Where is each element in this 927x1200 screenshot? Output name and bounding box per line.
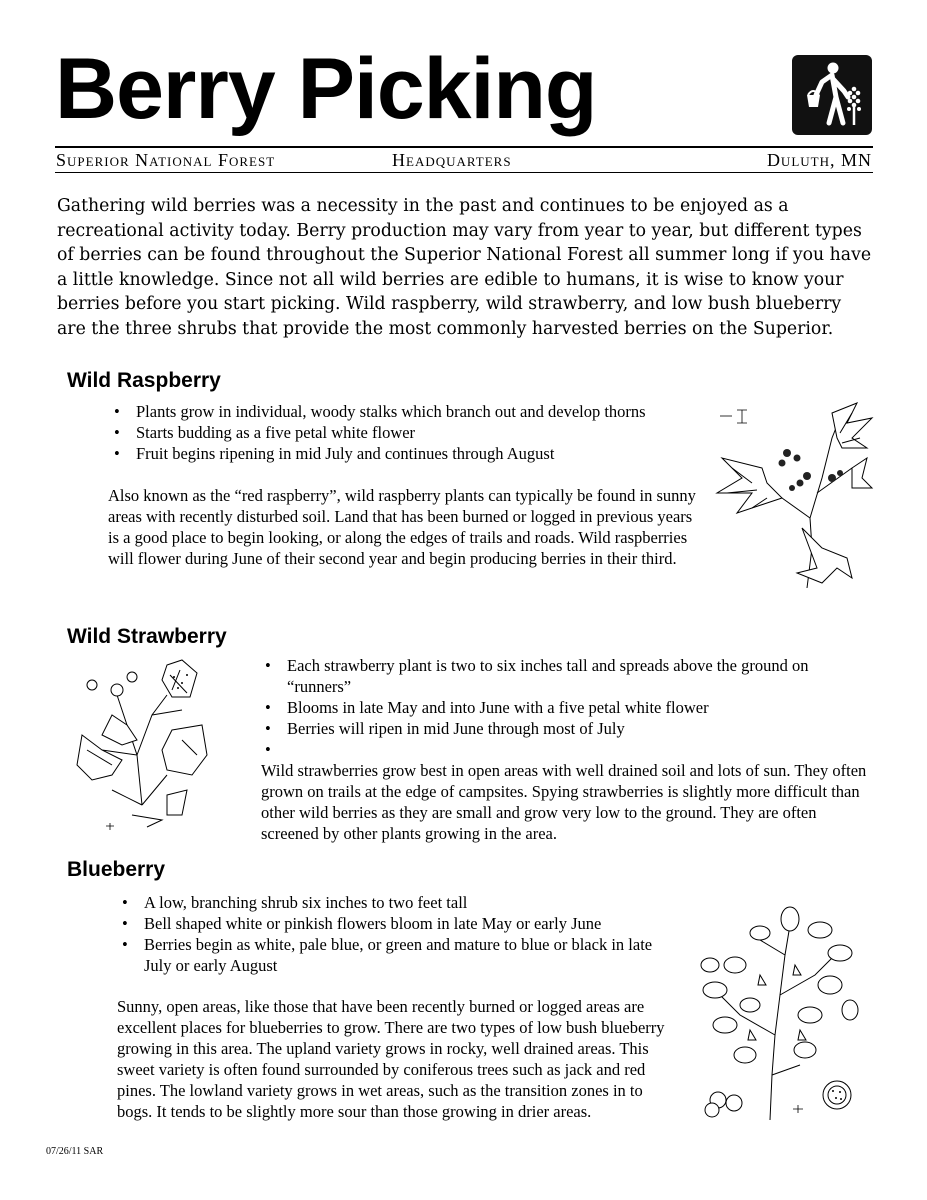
document-footer-date: 07/26/11 SAR <box>46 1146 104 1157</box>
forest-name: Superior National Forest <box>56 150 276 170</box>
header-rule-top <box>55 146 873 148</box>
strawberry-paragraph: Wild strawberries grow best in open areas with well drained soil and lots of sun. They often grown on trails at the edge of campsites. Spying strawberries is slightly more difficult than other wild berries as they are small and grow very low to the ground. They are often screened by other plants growing in the area. <box>261 761 867 843</box>
berry-picker-icon <box>792 55 872 135</box>
office-location: Duluth, MN <box>766 150 872 170</box>
page-title: Berry Picking <box>55 41 597 137</box>
intro-paragraph: Gathering wild berries was a necessity in the past and continues to be enjoyed as a recreational activity today. Berry production may vary from year to year, but different types of berries can be found throughout the Superior National Forest all summer long if you have a little knowledge. Since not all wild berries are edible to humans, it is wise to know your berries before you start picking. Wild raspberry, wild strawberry, and low bush blueberry are the three shrubs that provide the most commonly harvested berries on the Superior. <box>57 196 872 339</box>
list-item: • Bell shaped white or pinkish flowers bloom in late May or early June <box>116 913 676 934</box>
raspberry-plant-illustration <box>712 398 872 590</box>
list-item: • Each strawberry plant is two to six inches tall and spreads above the ground on “runners” <box>259 655 874 697</box>
raspberry-paragraph: Also known as the “red raspberry”, wild raspberry plants can typically be found in sunny areas with recently disturbed soil. Land that has been burned or logged in previous years is a good place to begin looking, or along the edges of trails and roads. Wild raspberries will flower during June of their second year and begin producing berries in their third. <box>108 486 696 568</box>
header-rule-bottom <box>55 172 873 173</box>
blueberry-plant-illustration <box>690 905 860 1125</box>
strawberry-plant-illustration <box>72 655 210 835</box>
list-item: • Berries will ripen in mid June through most of July <box>259 718 874 739</box>
office-name: Headquarters <box>392 150 512 170</box>
list-item: • Fruit begins ripening in mid July and continues through August <box>108 443 708 464</box>
strawberry-bullets <box>259 655 874 760</box>
section-heading-raspberry: Wild Raspberry <box>67 369 221 392</box>
section-heading-blueberry: Blueberry <box>67 858 166 881</box>
raspberry-bullets <box>108 401 708 464</box>
section-heading-strawberry: Wild Strawberry <box>67 625 227 648</box>
blueberry-paragraph: Sunny, open areas, like those that have been recently burned or logged areas are excellent places for blueberries to grow. There are two types of low bush blueberry growing in this area. The upland variety grows in rocky, well drained areas. This sweet variety is often found surrounded by coniferous trees such as jack and red pines. The lowland variety grows in wet areas, such as the transition zones in to bogs. It tends to be slightly more sour than those growing in drier areas. <box>117 997 665 1121</box>
list-item: • Blooms in late May and into June with a five petal white flower <box>259 697 874 718</box>
blueberry-bullets <box>116 892 676 976</box>
list-item: • Berries begin as white, pale blue, or green and mature to blue or black in late July or early August <box>116 934 676 976</box>
list-item: • Starts budding as a five petal white flower <box>108 422 708 443</box>
list-item: • A low, branching shrub six inches to two feet tall <box>116 892 676 913</box>
list-item: • Plants grow in individual, woody stalks which branch out and develop thorns <box>108 401 708 422</box>
list-item <box>259 739 874 760</box>
